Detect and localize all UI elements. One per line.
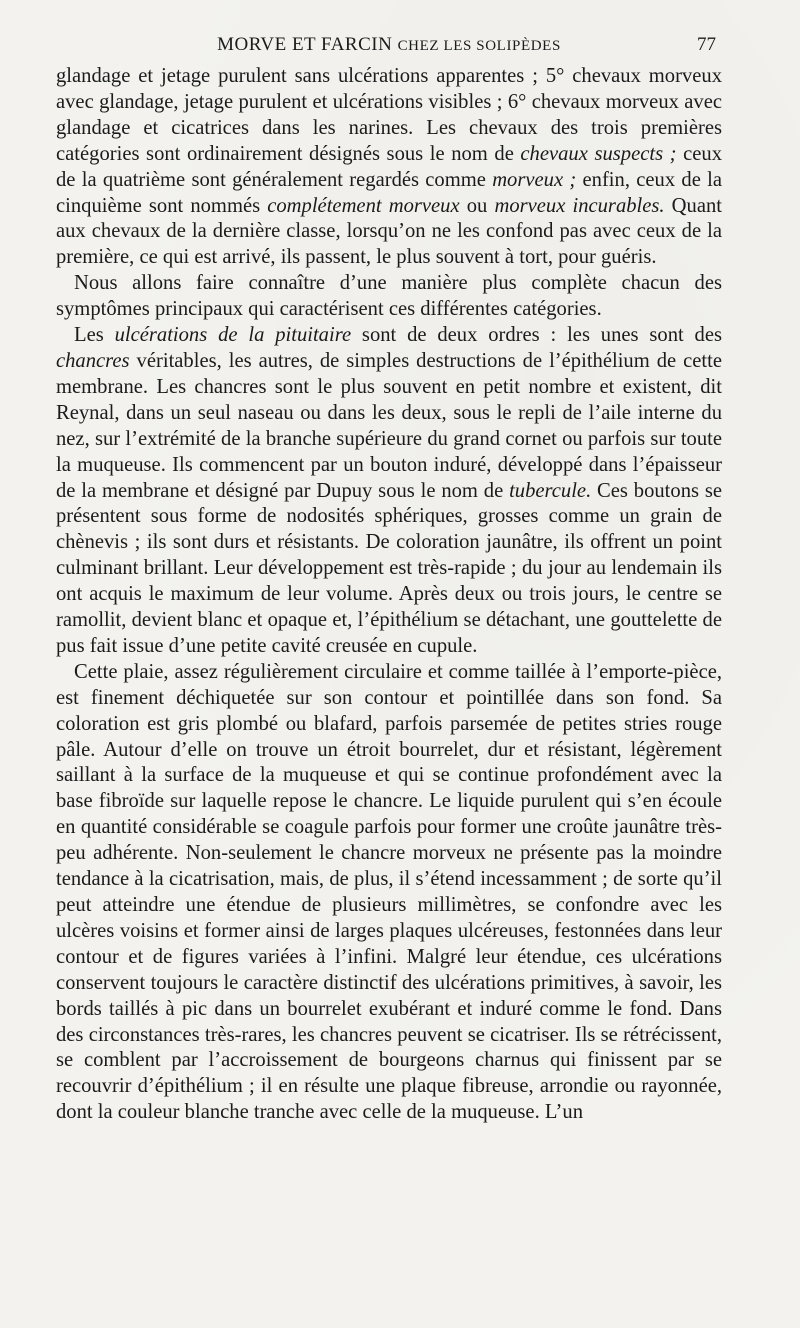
italic-run: morveux ; bbox=[492, 168, 577, 191]
text-run: ceux de la quatrième sont généralement regardés comme bbox=[56, 142, 723, 191]
running-head bbox=[58, 34, 720, 60]
text-run: Quant aux chevaux de la dernière classe, lorsqu’on ne les confond pas avec ceux de la première, ce qui est arrivé, ils passent, le plus souvent à tort, pour guéris. bbox=[56, 194, 723, 269]
page-number: 77 bbox=[697, 34, 716, 55]
text-run: glandage et jetage purulent sans ulcérations apparentes ; 5° chevaux morveux avec glandage, jetage purulent et ulcérations visibles ; 6° chevaux morveux avec glandage et cicatrices dans les narines. Les chevaux des trois premières catégories sont ordinairement désignés sous le nom de bbox=[56, 65, 722, 165]
text-run: véritables, les autres, de simples destructions de l’épithélium de cette membrane. Les chancres sont le plus souvent en petit nombre et existent, dit Reynal, dans un seul naseau ou dans les deux, sous le repli de l’aile interne du nez, sur l’extrémité de la branche supérieure du grand cornet ou parfois sur toute la muqueuse. Ils commencent par un bouton induré, développé dans l’épaisseur de la membrane et désigné par Dupuy sous le nom de bbox=[56, 349, 722, 502]
text-run: Nous allons faire connaître d’une manière plus complète chacun des symptômes principaux qui caractérisent ces différentes catégories. bbox=[56, 272, 722, 321]
paragraph bbox=[56, 64, 722, 271]
text-run: sont de deux ordres : les unes sont des bbox=[351, 324, 722, 347]
running-title bbox=[58, 34, 720, 56]
text-run: ou bbox=[459, 194, 495, 217]
running-title-sub: CHEZ LES SOLIPÈDES bbox=[397, 38, 561, 54]
italic-run: chancres bbox=[56, 349, 130, 372]
italic-run: tubercule. bbox=[509, 479, 592, 502]
italic-run: chevaux suspects ; bbox=[520, 142, 677, 165]
paragraph bbox=[56, 660, 722, 1126]
italic-run: ulcérations de la pituitaire bbox=[114, 324, 352, 347]
running-title-main: MORVE ET FARCIN bbox=[217, 34, 393, 55]
text-run: Cette plaie, assez régulièrement circulaire et comme taillée à l’emporte-pièce, est finement déchiquetée sur son contour et pointillée dans son fond. Sa coloration est gris plombé ou blafard, parfois parsemée de petites stries rouge pâle. Autour d’elle on trouve un étroit bourrelet, dur et résistant, légèrement saillant à la surface de la muqueuse et qui se continue profondément avec la base fibroïde sur laquelle repose le chancre. Le liquide purulent qui s’en écoule en quantité considérable se coagule parfois pour former une croûte jaunâtre très-peu adhérente. Non-seulement le chancre morveux ne présente pas la moindre tendance à la cicatrisation, mais, de plus, il s’étend incessamment ; de sorte qu’il peut atteindre une étendue de plusieurs millimètres, se confondre avec les ulcères voisins et former ainsi de larges plaques ulcéreuses, festonnées dans leur contour et de figures variées à l’infini. Malgré leur étendue, ces ulcérations conservent toujours le caractère distinctif des ulcérations primitives, à savoir, les bords taillés à pic dans un bourrelet exubérant et induré comme le fond. Dans des circonstances très-rares, les chancres peuvent se cicatriser. Ils se rétrécissent, se comblent par l’accroissement de bourgeons charnus qui finissent par se recouvrir d’épithélium ; il en résulte une plaque fibreuse, arrondie ou rayonnée, dont la couleur blanche tranche avec celle de la muqueuse. L’un bbox=[56, 660, 722, 1124]
italic-run: morveux incurables. bbox=[494, 194, 665, 217]
text-run: Les bbox=[74, 324, 115, 347]
paragraph bbox=[56, 271, 722, 323]
text-run: enfin, ceux de la cinquième sont nommés bbox=[56, 168, 722, 217]
text-run: Ces boutons se présentent sous forme de nodosités sphériques, grosses comme un grain de chènevis ; ils sont durs et résistants. De coloration jaunâtre, ils offrent un point culminant brillant. Leur développement est très-rapide ; du jour au lendemain ils ont acquis le maximum de leur volume. Après deux ou trois jours, le centre se ramollit, devient blanc et opaque et, l’épithélium se détachant, une gouttelette de pus fait issue d’une petite cavité creusée en cupule. bbox=[56, 479, 722, 657]
italic-run: complétement morveux bbox=[267, 194, 460, 217]
body-text bbox=[56, 64, 722, 1126]
paragraph bbox=[56, 323, 722, 660]
